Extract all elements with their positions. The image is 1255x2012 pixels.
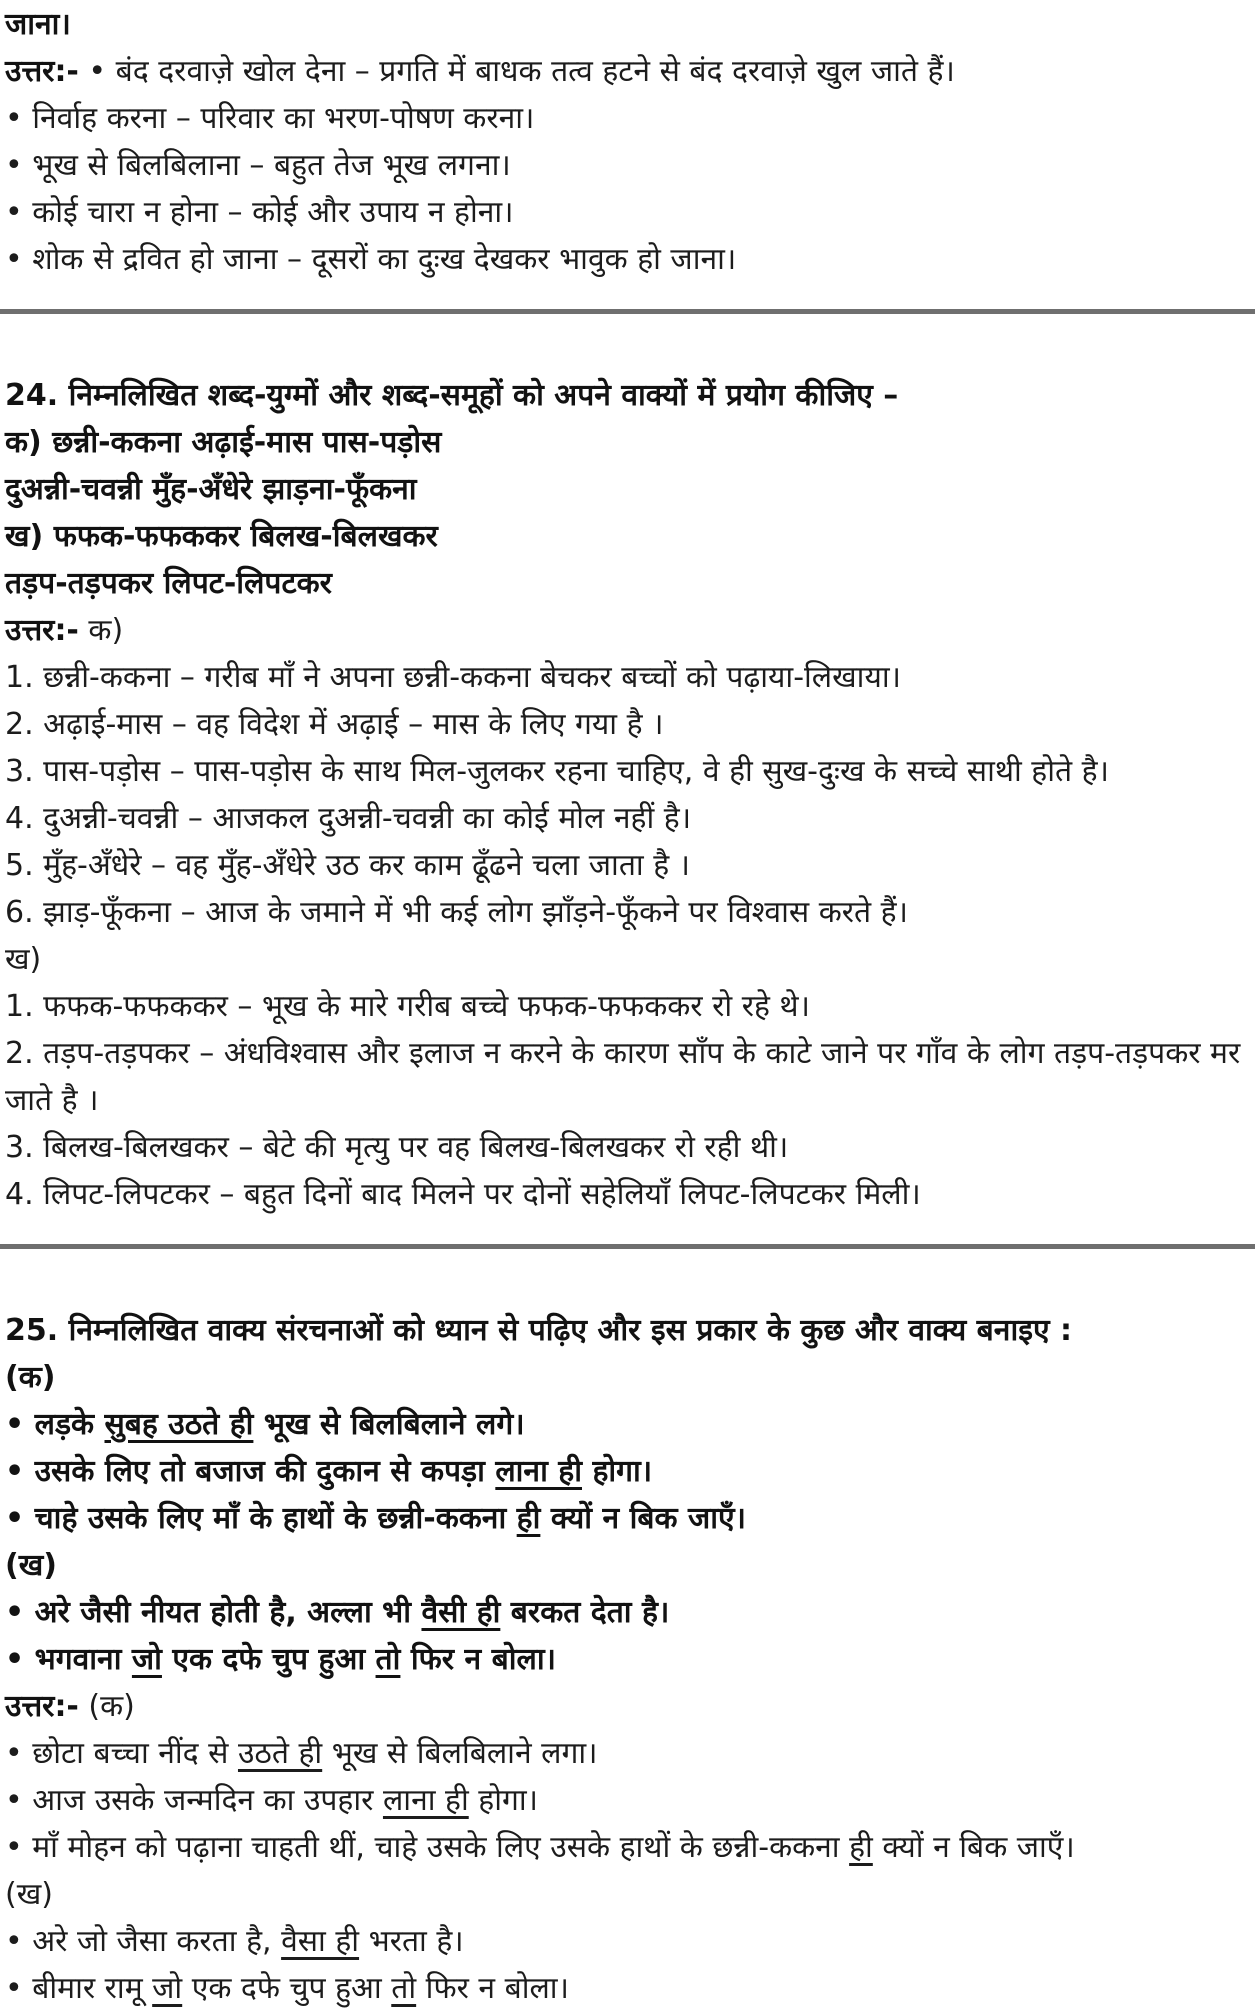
text-segment: भूख से बिलबिलाने लगे। (253, 1407, 525, 1442)
underlined-segment: लाना ही (495, 1454, 582, 1489)
text-segment: 24. निम्नलिखित शब्द-युग्मों और शब्द-समूहों को अपने वाक्यों में प्रयोग कीजिए – (5, 378, 899, 413)
question-25-kha-label (5, 1542, 1249, 1589)
text-segment: • बंद दरवाज़े खोल देना – प्रगति में बाधक तत्व हटने से बंद दरवाज़े खुल जाते हैं। (78, 54, 955, 89)
text-segment: • माँ मोहन को पढ़ाना चाहती थीं, चाहे उसके लिए उसके हाथों के छन्नी-ककना (5, 1830, 850, 1865)
text-segment: क्यों न बिक जाएँ। (540, 1501, 746, 1536)
question-25-kha-item (5, 1589, 1249, 1636)
idiom-item (5, 95, 1249, 142)
text-segment: फिर न बोला। (416, 1971, 569, 2006)
text-segment: 6. झाड़-फूँकना – आज के जमाने में भी कई लोग झाँड़ने-फूँकने पर विश्वास करते हैं। (5, 895, 908, 930)
underlined-segment: ही (849, 1830, 873, 1865)
text-segment: एक दफे चुप हुआ (161, 1642, 376, 1677)
text-segment: जाना। (5, 7, 71, 42)
text-segment: क) (78, 613, 124, 648)
text-segment: 2. तड़प-तड़पकर – अंधविश्वास और इलाज न करने के कारण साँप के काटे जाने पर गाँव के लोग तड़प-तड़पकर मर जाते है । (5, 1036, 1241, 1118)
underlined-segment: तो (391, 1971, 417, 2006)
underlined-segment: जो (131, 1642, 162, 1677)
idiom-item (5, 142, 1249, 189)
text-segment: ख) (5, 942, 42, 977)
bold-label-segment: उत्तर:- (5, 54, 79, 89)
text-segment: होगा। (582, 1454, 653, 1489)
answer-25-ka-item (5, 1824, 1249, 1871)
underlined-segment: ही (516, 1501, 541, 1536)
answer-25-ka-item (5, 1777, 1249, 1824)
text-segment: • उसके लिए तो बजाज की दुकान से कपड़ा (5, 1454, 496, 1489)
underlined-segment: उठते ही (237, 1736, 323, 1771)
question-25-ka-item (5, 1495, 1249, 1542)
section-divider (0, 309, 1255, 314)
question-24-list-kha (5, 513, 1249, 560)
text-segment: क्यों न बिक जाएँ। (872, 1830, 1075, 1865)
answer-24-kha-item (5, 1124, 1249, 1171)
text-segment: 2. अढ़ाई-मास – वह विदेश में अढ़ाई – मास के लिए गया है । (5, 707, 664, 742)
question-24-list-ka-cont (5, 466, 1249, 513)
idiom-item (5, 189, 1249, 236)
idiom-item (5, 236, 1249, 283)
question-24-list-ka (5, 419, 1249, 466)
text-segment: • भगवाना (5, 1642, 132, 1677)
underlined-segment: सुबह उठते ही (104, 1407, 254, 1442)
underlined-segment: लाना ही (382, 1783, 469, 1818)
text-segment: होगा। (468, 1783, 539, 1818)
text-segment: (क) (78, 1689, 135, 1724)
question-25-ka-label (5, 1354, 1249, 1401)
text-segment: • अरे जैसी नीयत होती है, अल्ला भी (5, 1595, 422, 1630)
answer-24-label (5, 607, 1249, 654)
answer-24-kha-item (5, 1030, 1249, 1124)
answer-25-kha-label (5, 1871, 1249, 1918)
text-segment: तड़प-तड़पकर लिपट-लिपटकर (5, 566, 332, 601)
text-segment: 4. लिपट-लिपटकर – बहुत दिनों बाद मिलने पर दोनों सहेलियाँ लिपट-लिपटकर मिली। (5, 1177, 921, 1212)
question-25-kha-item (5, 1636, 1249, 1683)
text-segment: • बीमार रामू (5, 1971, 153, 2006)
bold-label-segment: उत्तर:- (5, 1689, 79, 1724)
text-segment: (क) (5, 1360, 56, 1395)
question-25-heading (5, 1307, 1249, 1354)
text-segment: फिर न बोला। (400, 1642, 556, 1677)
question-24-list-kha-cont (5, 560, 1249, 607)
text-segment: दुअन्नी-चवन्नी मुँह-अँधेरे झाड़ना-फूँकना (5, 472, 417, 507)
question-24-heading (5, 372, 1249, 419)
text-segment: भरता है। (359, 1924, 464, 1959)
underlined-segment: वैसा ही (281, 1924, 360, 1959)
text-segment: 25. निम्नलिखित वाक्य संरचनाओं को ध्यान से पढ़िए और इस प्रकार के कुछ और वाक्य बनाइए : (5, 1313, 1072, 1348)
text-segment: 3. पास-पड़ोस – पास-पड़ोस के साथ मिल-जुलकर रहना चाहिए, वे ही सुख-दुःख के सच्चे साथी होते है। (5, 754, 1109, 789)
answer-25-kha-item (5, 1965, 1249, 2012)
answer-25-kha-item (5, 1918, 1249, 1965)
answer-24-ka-item (5, 889, 1249, 936)
answer-24-ka-item (5, 701, 1249, 748)
text-segment: ख) फफक-फफककर बिलख-बिलखकर (5, 519, 438, 554)
text-segment: (ख) (5, 1877, 53, 1912)
answer-24-ka-item (5, 654, 1249, 701)
answer-24-kha-label (5, 936, 1249, 983)
answer-24-kha-item (5, 1171, 1249, 1218)
answer-24-kha-item (5, 983, 1249, 1030)
bold-label-segment: उत्तर:- (5, 613, 79, 648)
text-segment: • निर्वाह करना – परिवार का भरण-पोषण करना। (5, 101, 535, 136)
text-segment: (ख) (5, 1548, 57, 1583)
question-25-ka-item (5, 1448, 1249, 1495)
answer-25-ka-item (5, 1730, 1249, 1777)
underlined-segment: वैसी ही (421, 1595, 501, 1630)
text-segment: • आज उसके जन्मदिन का उपहार (5, 1783, 383, 1818)
text-segment: 3. बिलख-बिलखकर – बेटे की मृत्यु पर वह बिलख-बिलखकर रो रही थी। (5, 1130, 789, 1165)
text-segment: • कोई चारा न होना – कोई और उपाय न होना। (5, 195, 514, 230)
answer-24-ka-item (5, 748, 1249, 795)
underlined-segment: तो (375, 1642, 401, 1677)
continued-line (5, 1, 1249, 48)
text-segment: • चाहे उसके लिए माँ के हाथों के छन्नी-ककना (5, 1501, 517, 1536)
answer-idioms-intro (5, 48, 1249, 95)
answer-25-label (5, 1683, 1249, 1730)
text-segment: 4. दुअन्नी-चवन्नी – आजकल दुअन्नी-चवन्नी का कोई मोल नहीं है। (5, 801, 692, 836)
answer-24-ka-item (5, 842, 1249, 889)
text-segment: 5. मुँह-अँधेरे – वह मुँह-अँधेरे उठ कर काम ढूँढने चला जाता है । (5, 848, 691, 883)
text-segment: क) छन्नी-ककना अढ़ाई-मास पास-पड़ोस (5, 425, 442, 460)
underlined-segment: जो (152, 1971, 183, 2006)
section-divider (0, 1244, 1255, 1249)
text-segment: भूख से बिलबिलाने लगा। (322, 1736, 598, 1771)
text-segment: • लड़के (5, 1407, 105, 1442)
question-25-ka-item (5, 1401, 1249, 1448)
text-segment: • अरे जो जैसा करता है, (5, 1924, 282, 1959)
text-segment: बरकत देता है। (500, 1595, 670, 1630)
text-segment: • भूख से बिलबिलाना – बहुत तेज भूख लगना। (5, 148, 511, 183)
text-segment: • छोटा बच्चा नींद से (5, 1736, 238, 1771)
text-segment: 1. फफक-फफककर – भूख के मारे गरीब बच्चे फफक-फफककर रो रहे थे। (5, 989, 810, 1024)
text-segment: एक दफे चुप हुआ (182, 1971, 392, 2006)
text-segment: 1. छन्नी-ककना – गरीब माँ ने अपना छन्नी-ककना बेचकर बच्चों को पढ़ाया-लिखाया। (5, 660, 901, 695)
answer-24-ka-item (5, 795, 1249, 842)
text-segment: • शोक से द्रवित हो जाना – दूसरों का दुःख देखकर भावुक हो जाना। (5, 242, 737, 277)
